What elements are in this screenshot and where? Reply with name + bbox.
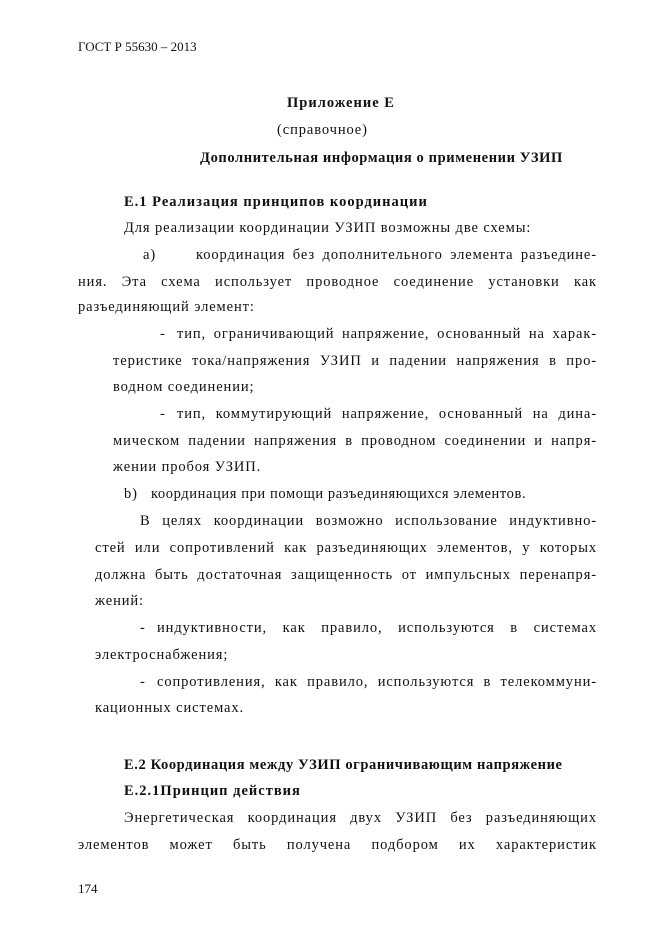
paragraph-line: жении пробоя УЗИП. [113,459,262,475]
paragraph-line: координация без дополнительного элемента разъедине- [196,247,597,263]
paragraph-line: жений: [95,593,144,609]
paragraph-line: мическом падении напряжения в проводном соединении и напря- [113,433,597,449]
paragraph-line: координация при помощи разъединяющихся элементов. [151,486,527,502]
paragraph-line: водном соединении; [113,379,255,395]
bullet-dash: - [140,620,146,636]
appendix-status: (справочное) [277,122,368,138]
page-number: 174 [78,881,98,896]
paragraph-line: тип, коммутирующий напряжение, основанный на дина- [177,406,597,422]
paragraph-line: ния. Эта схема использует проводное соединение установки как [78,274,597,290]
paragraph-line: Для реализации координации УЗИП возможны две схемы: [124,220,532,236]
paragraph-line: сопротивления, как правило, используются в телекоммуни- [157,674,597,690]
appendix-title: Приложение Е [287,95,395,111]
list-marker: а) [143,247,157,263]
paragraph-line: разъединяющий элемент: [78,299,255,315]
paragraph-line: элементов может быть получена подбором их характеристик [78,837,597,853]
paragraph-line: тип, ограничивающий напряжение, основанный на харак- [177,326,597,342]
paragraph-line: электроснабжения; [95,647,229,663]
paragraph-line: должна быть достаточная защищенность от импульсных перенапря- [95,567,597,583]
appendix-subtitle: Дополнительная информация о применении УЗИП [200,150,563,166]
subsection-heading: Е.2.1Принцип действия [124,783,301,799]
section-heading: Е.2 Координация между УЗИП ограничивающим напряжение [124,757,563,773]
document-header: ГОСТ Р 55630 – 2013 [78,39,197,54]
paragraph-line: кационных системах. [95,700,245,716]
paragraph-line: Энергетическая координация двух УЗИП без разъединяющих [124,810,597,826]
paragraph-line: теристике тока/напряжения УЗИП и падении напряжения в про- [113,353,597,369]
paragraph-line: индуктивности, как правило, используются в системах [157,620,597,636]
paragraph-line: стей или сопротивлений как разъединяющих элементов, у которых [95,540,597,556]
bullet-dash: - [160,326,166,342]
bullet-dash: - [160,406,166,422]
section-heading: Е.1 Реализация принципов координации [124,194,428,210]
paragraph-line: В целях координации возможно использование индуктивно- [140,513,597,529]
bullet-dash: - [140,674,146,690]
list-marker: b) [124,486,138,502]
